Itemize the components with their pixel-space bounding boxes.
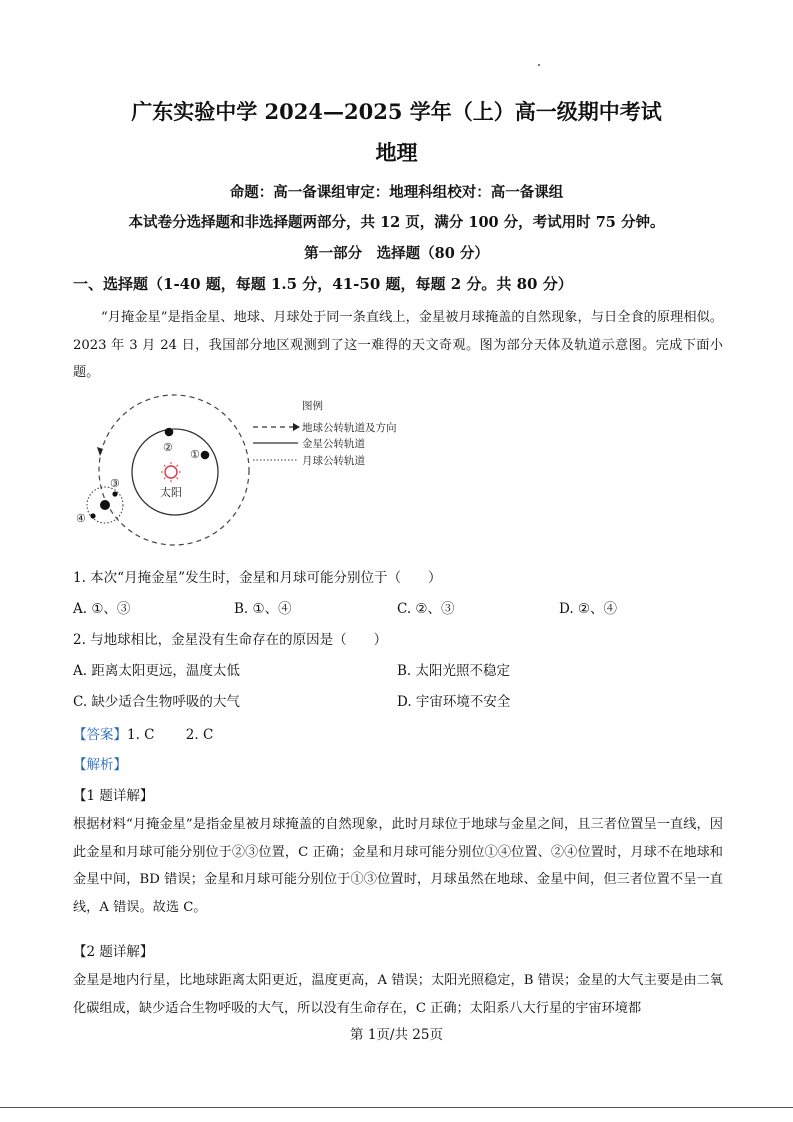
section-title: 一、选择题（1-40 题，每题 1.5 分，41-50 题，每题 2 分。共 80 分） — [73, 275, 573, 293]
question-2-option-c: C. 缺少适合生物呼吸的大气 — [73, 694, 240, 710]
detail-1-text: 根据材料“月掩金星”是指金星被月球掩盖的自然现象，此时月球位于地球与金星之间，且三者位置呈一直线，因此金星和月球可能分别位于②③位置，C 正确；金星和月球可能分别位①④位置、②④位置时，月球不在地球和金星中间，BD 错误；金星和月球可能分别位于①③位置时，月球虽然在地球、金星中间，但三者位置不呈一直线，A 错误。故选 C。 — [73, 817, 723, 915]
marker-4: ④ — [76, 512, 86, 525]
question-2-stem: 2. 与地球相比，金星没有生命存在的原因是（ ） — [73, 632, 388, 648]
bottom-divider — [0, 1107, 793, 1108]
material-paragraph: “月掩金星”是指金星、地球、月球处于同一条直线上，金星被月球掩盖的自然现象，与日全食的原理相似。2023 年 3 月 24 日，我国部分地区观测到了这一难得的天文奇观。图为部分天体及轨道示意图。完成下面小题。 — [73, 310, 723, 380]
answer-label: 【答案】 — [73, 727, 127, 743]
speck-mark — [538, 64, 540, 66]
legend-earth-orbit: 地球公转轨道及方向 — [302, 422, 397, 434]
question-2-option-b: B. 太阳光照不稳定 — [397, 663, 511, 679]
venus-position-1 — [201, 451, 210, 460]
venus-position-2 — [165, 428, 174, 437]
page-footer: 第 1页/共 25页 — [350, 1027, 443, 1043]
exam-info: 本试卷分选择题和非选择题两部分，共 12 页，满分 100 分，考试用时 75 分钟。 — [128, 214, 665, 231]
exam-title: 广东实验中学 2024—2025 学年（上）高一级期中考试 — [131, 99, 662, 124]
detail-2-text: 金星是地内行星，比地球距离太阳更近，温度更高，A 错误；太阳光照稳定，B 错误；金星的大气主要是由二氧化碳组成，缺少适合生物呼吸的大气，所以没有生命存在，C 正确；太阳系八大行星的宇宙环境都 — [73, 973, 723, 1016]
analysis-label: 【解析】 — [73, 757, 127, 773]
earth — [100, 500, 110, 510]
question-1-option-d: D. ②、④ — [559, 601, 618, 617]
question-1-stem: 1. 本次“月掩金星”发生时，金星和月球可能分别位于（ ） — [73, 570, 442, 586]
answer-line — [73, 723, 213, 743]
answer-text: 1. C 2. C — [127, 727, 214, 743]
legend-arrow-icon — [293, 423, 300, 431]
marker-1: ① — [190, 448, 200, 461]
part-title: 第一部分 选择题（80 分） — [304, 245, 489, 262]
question-1-option-a: A. ①、③ — [73, 601, 131, 617]
subject-title: 地理 — [375, 140, 418, 165]
question-1-option-b: B. ①、④ — [234, 601, 292, 617]
detail-2-label: 【2 题详解】 — [73, 944, 154, 960]
question-2-option-a: A. 距离太阳更远，温度太低 — [73, 663, 240, 679]
legend-moon-orbit: 月球公转轨道 — [302, 455, 365, 467]
direction-arrow-icon — [97, 447, 103, 456]
detail-1-label: 【1 题详解】 — [73, 788, 154, 804]
moon-position-4 — [90, 513, 95, 518]
marker-3: ③ — [110, 477, 120, 490]
legend-venus-orbit: 金星公转轨道 — [302, 438, 365, 450]
question-2-option-d: D. 宇宙环境不安全 — [397, 694, 511, 710]
moon-position-3 — [112, 491, 117, 496]
question-1-option-c: C. ②、③ — [397, 601, 455, 617]
legend-title: 图例 — [302, 400, 323, 412]
sun-label: 太阳 — [160, 486, 182, 499]
authors-line: 命题：高一备课组审定：地理科组校对：高一备课组 — [229, 184, 564, 201]
sun-icon — [161, 462, 181, 482]
orbit-diagram — [70, 392, 420, 552]
marker-2: ② — [163, 441, 173, 454]
